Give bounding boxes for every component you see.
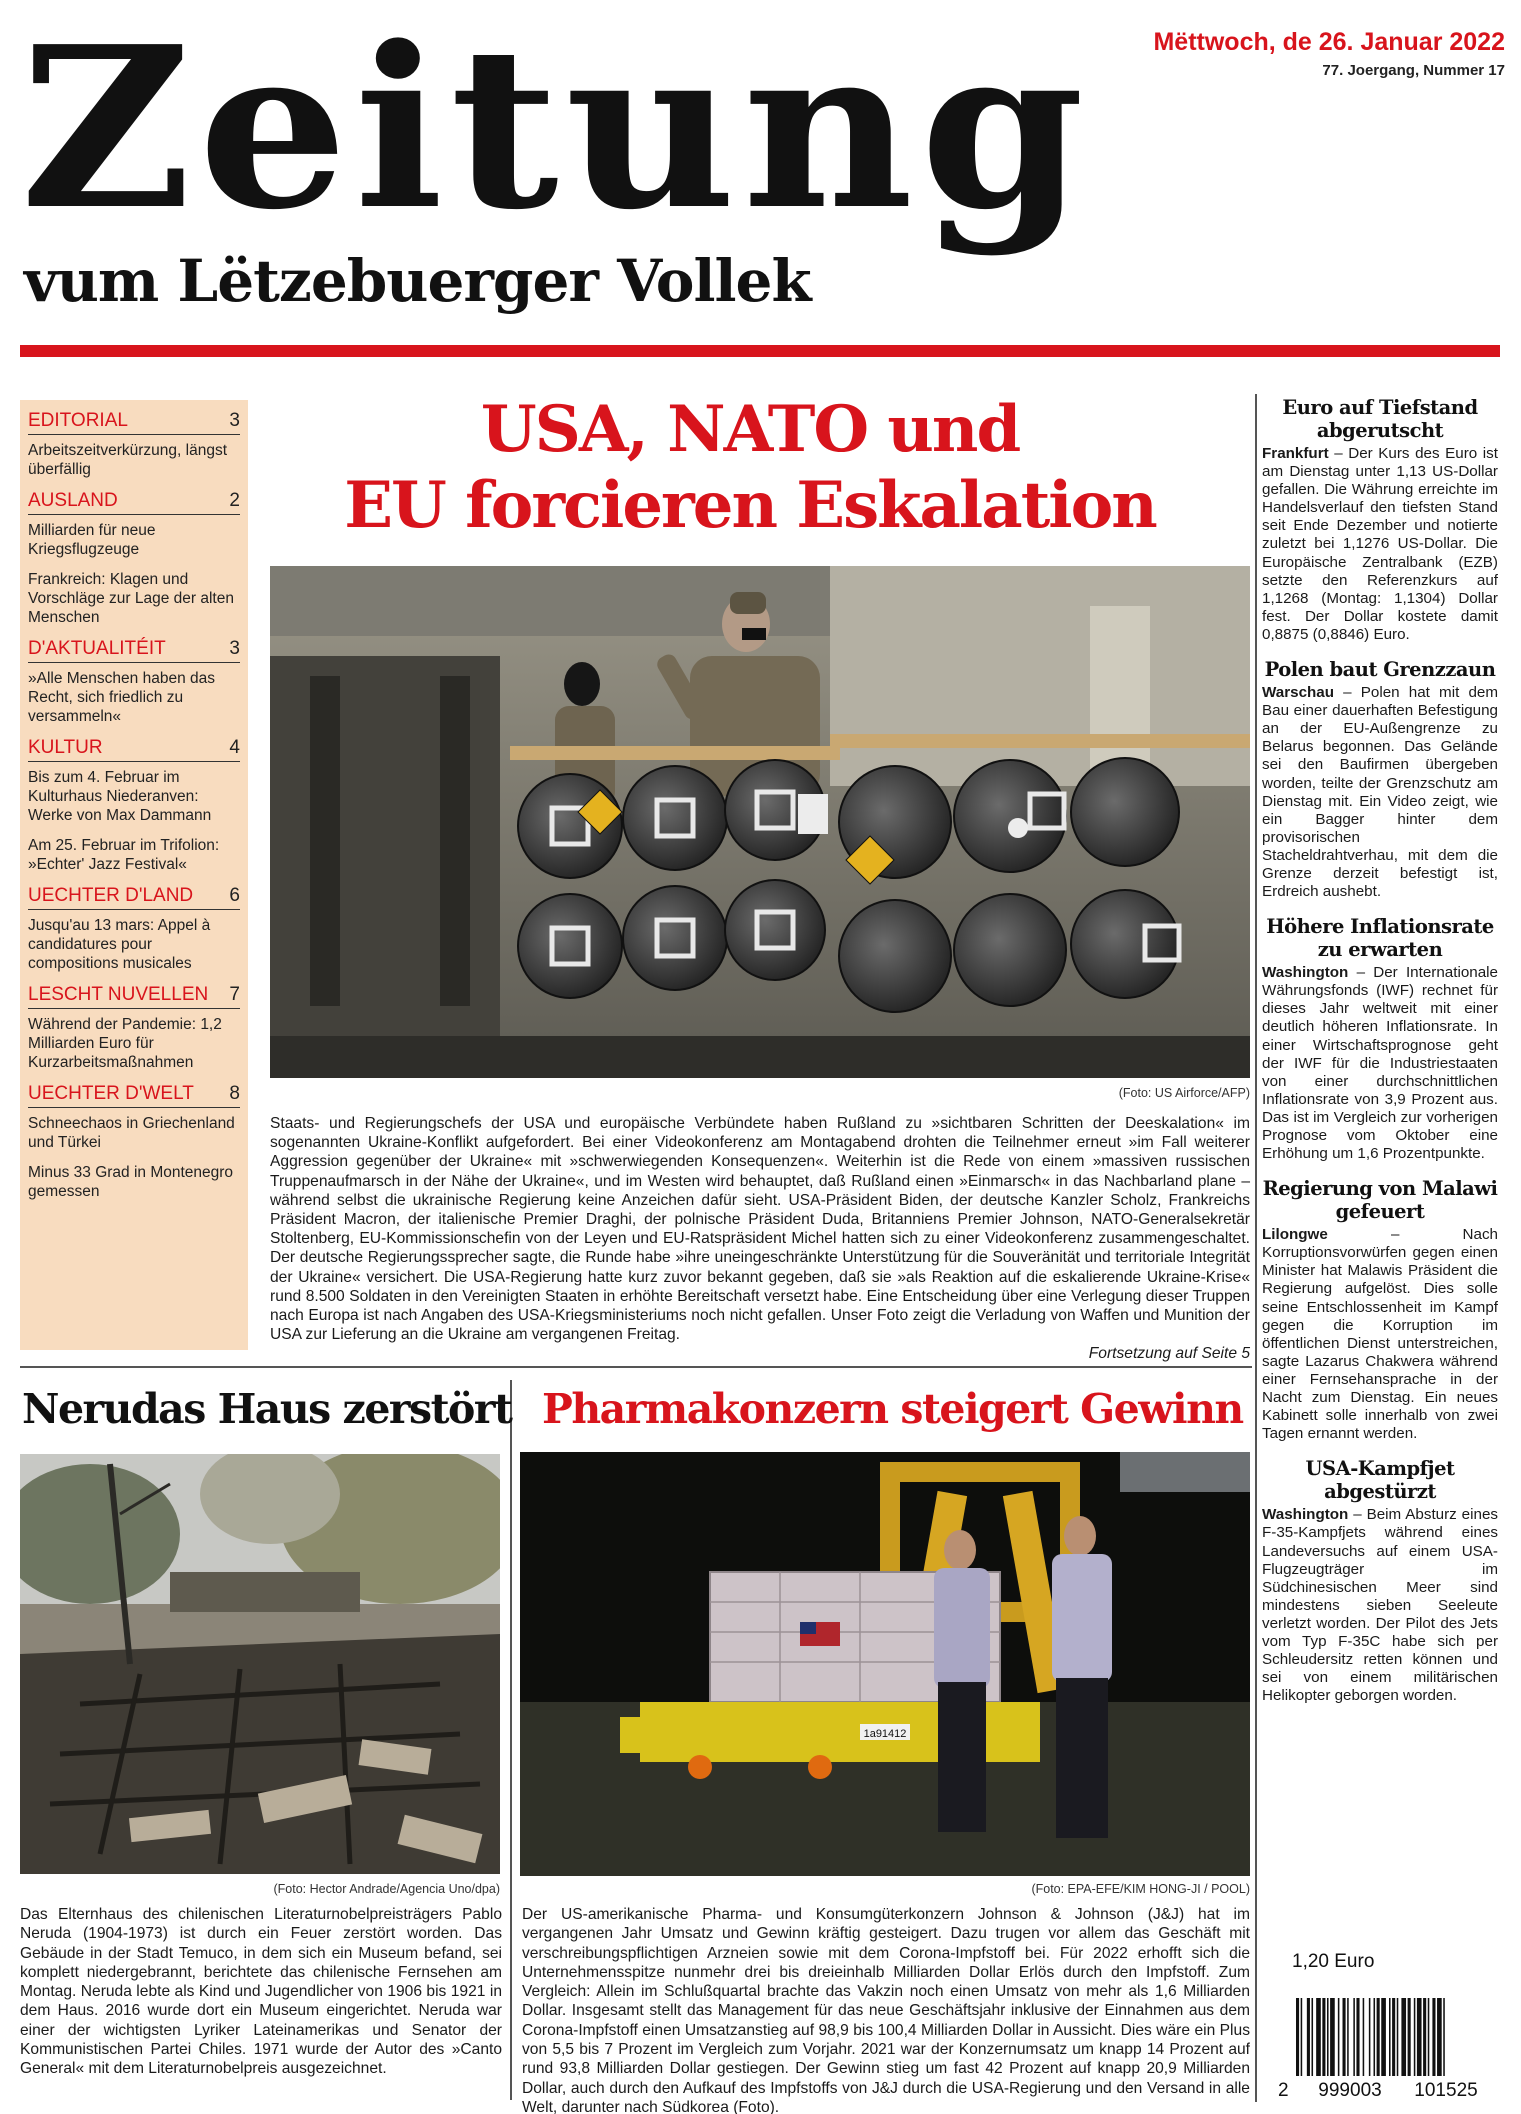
barcode-bar: [1417, 1998, 1422, 2076]
toc-page-number: 4: [229, 737, 240, 758]
toc-section-title: LESCHT NUVELLEN: [28, 984, 209, 1005]
barcode-bar: [1408, 1998, 1411, 2076]
brief-title: Polen baut Grenzzaun: [1264, 658, 1496, 682]
toc-section-header[interactable]: [28, 1083, 240, 1108]
barcode-bar: [1374, 1998, 1376, 2076]
lead-photo: [270, 566, 1250, 1078]
toc-section-header[interactable]: [28, 885, 240, 910]
toc-section-title: EDITORIAL: [28, 410, 128, 431]
barcode-bar: [1347, 1998, 1349, 2076]
news-brief: [1262, 915, 1498, 1163]
pharma-photo-caption: (Foto: EPA-EFE/KIM HONG-JI / POOL): [1031, 1882, 1250, 1896]
toc-section: [28, 885, 240, 973]
toc-page-number: 7: [229, 984, 240, 1005]
brief-text: [1262, 684, 1498, 901]
neruda-photo: [20, 1454, 500, 1874]
barcode-bar: [1343, 1998, 1346, 2076]
issue-date: Mëttwoch, de 26. Januar 2022: [1153, 28, 1505, 56]
brief-body: – Nach Korruptionsvorwürfen gegen einen Minister hat Malawis Präsident die Regierung aufgelöst. Dies solle seine Entschlossenheit im Kampf gegen die Korruption im öffentlichen Dienst unterstreichen, sagte Lazarus Chakwera während einer Fernsehansprache in der Nacht zum Dienstag. Ein neues Kabinett solle innerhalb von zwei Tagen ernannt werden.: [1262, 1226, 1498, 1443]
neruda-body: Das Elternhaus des chilenischen Literaturnobelpreisträgers Pablo Neruda (1904-1973) ist durch ein Feuer zerstört worden. Das Gebäude in der Stadt Temuco, in dem sich ein Museum befand, sei komplett niedergebrannt, berichtete das chilenische Fernsehen am Montag. Neruda lebte als Kind und Jugendlicher von 1906 bis 1921 in dem Haus. 2016 wurde dort ein Museum eingerichtet. Neruda war einer der wichtigsten Lyriker Lateinamerikas und Senator der Kommunistischen Partei Chiles. 1971 wurde der Autor des »Canto General« mit dem Literaturnobelpreis ausgezeichnet.: [20, 1906, 502, 2078]
toc-section-header[interactable]: [28, 410, 240, 435]
barcode-bar: [1443, 1998, 1445, 2076]
lower-column-divider: [510, 1380, 512, 2100]
toc-section: [28, 1083, 240, 1201]
toc-entry[interactable]: Während der Pandemie: 1,2 Milliarden Euro für Kurzarbeitsmaßnahmen: [28, 1016, 222, 1071]
barcode-bar: [1369, 1998, 1371, 2076]
news-brief: [1262, 396, 1498, 644]
brief-body: – Der Kurs des Euro ist am Dienstag unter 1,13 US-Dollar gefallen. Die Währung erreichte im Handelsverlauf den tiefsten Stand seit Ende Dezember und notierte zuletzt bei 1,1276 US-Dollar. Die Europäische Zentralbank (EZB) setzte den Referenzkurs auf 1,1268 (Montag: 1,1304) Dollar fest. Der Dollar kostete damit 0,8875 (0,8846) Euro.: [1262, 445, 1498, 643]
issue-number: 77. Joergang, Nummer 17: [1322, 62, 1505, 79]
pharma-photo-illustration: [520, 1452, 1250, 1876]
toc-page-number: 2: [229, 490, 240, 511]
pharma-photo: [520, 1452, 1250, 1876]
lead-headline-line-1: USA, NATO und: [480, 392, 1020, 467]
lower-section-divider: [20, 1366, 1252, 1368]
barcode-bar: [1389, 1998, 1391, 2076]
lead-body: [270, 1114, 1250, 1364]
table-of-contents: [20, 400, 248, 1350]
barcode-bar: [1428, 1998, 1430, 2076]
brief-text: [1262, 1226, 1498, 1443]
brief-title: Regierung von Malawi gefeuert: [1262, 1177, 1498, 1224]
barcode-bar: [1437, 1998, 1442, 2076]
barcode: [1276, 1996, 1498, 2100]
lead-headline: [260, 392, 1240, 544]
barcode-bar: [1338, 1998, 1340, 2076]
pharma-headline: Pharmakonzern steigert Gewinn: [542, 1385, 1243, 1433]
brief-text: [1262, 964, 1498, 1163]
lead-photo-caption: (Foto: US Airforce/AFP): [1118, 1086, 1250, 1100]
masthead-red-rule: [20, 345, 1500, 357]
news-brief: [1262, 658, 1498, 901]
barcode-digits-right: 101525: [1414, 2080, 1478, 2100]
toc-section-title: KULTUR: [28, 737, 103, 758]
masthead-subtitle: vum Lëtzebuerger Vollek: [24, 247, 811, 315]
toc-page-number: 6: [229, 885, 240, 906]
news-briefs-column: [1262, 396, 1498, 1719]
toc-page-number: 3: [229, 638, 240, 659]
barcode-digits-left: 999003: [1318, 2080, 1382, 2100]
barcode-bar: [1397, 1998, 1399, 2076]
brief-body: – Beim Absturz eines F-35-Kampfjets während eines Landeversuchs auf einem USA-Flugzeugträger im Südchinesischen Meer sind mindestens sieben Seeleute verletzt worden. Der Pilot des Jets vom Typ F-35C habe sich per Schleudersitz retten können und sei von einem militärischen Helikopter geborgen worden.: [1262, 1506, 1498, 1705]
barcode-bar: [1423, 1998, 1426, 2076]
toc-section: [28, 737, 240, 874]
toc-section-header[interactable]: [28, 737, 240, 762]
price-label: 1,20 Euro: [1292, 1951, 1375, 1972]
lead-headline-line-2: EU forcieren Eskalation: [344, 468, 1156, 543]
brief-dateline: Frankfurt: [1262, 445, 1329, 462]
news-brief: [1262, 1457, 1498, 1705]
barcode-bar: [1353, 1998, 1355, 2076]
barcode-bar: [1330, 1998, 1335, 2076]
barcode-bar: [1322, 1998, 1325, 2076]
news-brief: [1262, 1177, 1498, 1443]
lead-photo-illustration: [270, 566, 1250, 1078]
barcode-digit-lead: 2: [1278, 2080, 1289, 2100]
toc-page-number: 8: [229, 1083, 240, 1104]
toc-page-number: 3: [229, 410, 240, 431]
license-plate: 1a91412: [863, 1728, 907, 1740]
toc-section-title: UECHTER D'WELT: [28, 1083, 194, 1104]
barcode-bar: [1401, 1998, 1406, 2076]
toc-section: [28, 410, 240, 479]
toc-entry[interactable]: »Alle Menschen haben das Recht, sich friedlich zu versammeln«: [28, 670, 215, 725]
toc-section-title: UECHTER D'LAND: [28, 885, 194, 906]
barcode-bar: [1432, 1998, 1435, 2076]
pharma-body: Der US-amerikanische Pharma- und Konsumgüterkonzern Johnson & Johnson (J&J) hat im vergangenen Jahr Umsatz und Gewinn kräftig gesteigert. Dazu trugen vor allem das Geschäft mit verschreibungspflichtigen Arzneien sowie mit dem Corona-Impfstoff bei. Für 2022 erhofft sich die Unternehmensspitze nunmehr drei bis dreieinhalb Milliarden Dollar Erlös durch den Impfstoff. Zum Vergleich: Allein im Schlußquartal brachte das Vakzin noch einen Umsatz von mehr als 1,6 Milliarden Dollar. Insgesamt stellt das Management für das neue Geschäftsjahr inklusive der Einnahmen aus dem Corona-Impfstoff einen Umsatzanstieg auf 98,9 bis 100,4 Milliarden Dollar in Aussicht. Dies wäre ein Plus von 5,5 bis 7 Prozent im Vergleich zum Vorjahr. 2021 war der Konzernumsatz um knapp 14 Prozent auf rund 93,8 Milliarden Dollar gestiegen. Der Gewinn stieg um fast 42 Prozent auf knapp 20,9 Milliarden Dollar, auch durch den Aufkauf des Impfstoffs von J&J durch die USA-Regierung und den Versand in alle Welt, darunter nach Südkorea (Foto).: [522, 1906, 1250, 2114]
brief-title: USA-Kampfjet abgestürzt: [1305, 1457, 1455, 1504]
barcode-bar: [1381, 1998, 1386, 2076]
toc-section: [28, 638, 240, 726]
brief-dateline: Washington: [1262, 964, 1349, 982]
brief-text: [1262, 445, 1498, 644]
barcode-bar: [1312, 1998, 1314, 2076]
toc-entry[interactable]: Minus 33 Grad in Montenegro gemessen: [28, 1164, 234, 1200]
barcode-bar: [1392, 1998, 1395, 2076]
toc-section-title: AUSLAND: [28, 490, 118, 511]
continuation-link[interactable]: Fortsetzung auf Seite 5: [1088, 1345, 1250, 1363]
toc-section-header[interactable]: [28, 490, 240, 515]
barcode-bar: [1327, 1998, 1329, 2076]
toc-entry[interactable]: Frankreich: Klagen und Vorschläge zur Lage der alten Menschen: [28, 571, 234, 626]
brief-body: – Polen hat mit dem Bau einer dauerhaften Befestigung an der EU-Außengrenze zu Belarus begonnen. Das Gelände sei den Baufirmen übergeben worden, teilte der Grenzschutz am Dienstag mit. Ein Video zeigt, wie ein Bagger hinter dem provisorischen Stacheldrahtverhau, mit dem die Grenze derzeit befestigt ist, Erdreich aushebt.: [1262, 684, 1498, 901]
neruda-photo-caption: (Foto: Hector Andrade/Agencia Uno/dpa): [273, 1882, 500, 1896]
toc-section: [28, 490, 240, 627]
barcode-bar: [1296, 1998, 1299, 2076]
toc-section-header[interactable]: [28, 984, 240, 1009]
barcode-bar: [1414, 1998, 1416, 2076]
brief-dateline: Warschau: [1262, 684, 1335, 702]
toc-section-header[interactable]: [28, 638, 240, 663]
toc-entry[interactable]: Jusqu'au 13 mars: Appel à candidatures pour compositions musicales: [28, 917, 211, 972]
brief-dateline: Washington: [1262, 1506, 1349, 1524]
barcode-bar: [1377, 1998, 1380, 2076]
barcode-bar: [1316, 1998, 1321, 2076]
barcode-bars: [1276, 1996, 1498, 2100]
neruda-photo-illustration: [20, 1454, 500, 1874]
brief-dateline: Lilongwe: [1262, 1226, 1328, 1244]
lead-body-text: Staats- und Regierungschefs der USA und europäische Verbündete haben Rußland zu »sichtbaren Schritten der Deeskalation« im sogenannten Ukraine-Konflikt aufgefordert. Bei einer Videokonferenz am Montagabend drohten die Teilnehmer erneut »im Fall weiterer Aggression gegenüber der Ukraine« mit »schwerwiegenden Konsequenzen«. Weiterhin ist die Rede von einem »massiven russischen Truppenaufmarsch in der Nähe der Ukraine«, und im Westen wird behauptet, daß Rußland einen »Einmarsch« in das Nachbarland plane – während selbst die ukrainische Regierung keine Anzeichen dafür sieht. USA-Präsident Biden, der deutsche Kanzler Scholz, Frankreichs Präsident Macron, der italienische Premier Draghi, der polnische Präsident Duda, Britanniens Premier Johnson, NATO-Generalsekretär Stoltenberg, EU-Kommissionschefin von der Leyen und EU-Ratspräsident Michel hatten sich zu einer Videokonferenz zusammengeschaltet. Der deutsche Regierungssprecher sagte, die Runde habe »ihre uneingeschränkte Unterstützung für die Souveränität und territoriale Integrität der Ukraine« versichert. Die USA-Regierung hatte kurz zuvor bekannt gegeben, daß sie »als Reaktion auf die eskalierende Ukraine-Krise« rund 8.500 Soldaten in den Vereinigten Staaten in erhöhte Bereitschaft versetzt habe. Eine Entscheidung über eine Verlegung dieser Truppen nach Europa ist nach Angaben des USA-Kriegsministeriums noch nicht gefallen. Unser Foto zeigt die Verladung von Waffen und Munition der USA zur Lieferung an die Ukraine am vergangenen Freitag.: [270, 1115, 1250, 1344]
barcode-bar: [1307, 1998, 1310, 2076]
right-column-divider: [1255, 394, 1257, 2102]
toc-entry[interactable]: Arbeitszeitverkürzung, längst überfällig: [28, 442, 228, 478]
brief-title: Euro auf Tiefstand abgerutscht: [1282, 396, 1478, 442]
brief-title: Höhere Inflationsrate zu erwarten: [1266, 915, 1494, 962]
neruda-headline: Nerudas Haus zerstört: [22, 1385, 512, 1433]
toc-entry[interactable]: Bis zum 4. Februar im Kulturhaus Niederanven: Werke von Max Dammann: [28, 769, 212, 824]
barcode-bar: [1356, 1998, 1359, 2076]
toc-entry[interactable]: Schneechaos in Griechenland und Türkei: [28, 1115, 235, 1151]
toc-section: [28, 984, 240, 1072]
toc-entry[interactable]: Am 25. Februar im Trifolion: »Echter' Jazz Festival«: [28, 837, 220, 873]
brief-text: [1262, 1506, 1498, 1705]
barcode-bar: [1301, 1998, 1303, 2076]
barcode-bar: [1363, 1998, 1365, 2076]
toc-entry[interactable]: Milliarden für neue Kriegsflugzeuge: [28, 522, 156, 558]
masthead-title: Zeitung: [20, 0, 1091, 259]
brief-body: – Der Internationale Währungsfonds (IWF) rechnet für dieses Jahr weltweit mit einer deutlich höheren Inflationsrate. In einer Wirtschaftsprognose geht der IWF für die Industriestaaten von einer durchschnittlichen Inflationsrate von 3,9 Prozent aus. Das ist im Vergleich zur vorherigen Prognose vom Oktober eine Erhöhung um 1,6 Prozentpunkte.: [1262, 964, 1498, 1163]
toc-section-title: D'AKTUALITÉIT: [28, 638, 166, 659]
